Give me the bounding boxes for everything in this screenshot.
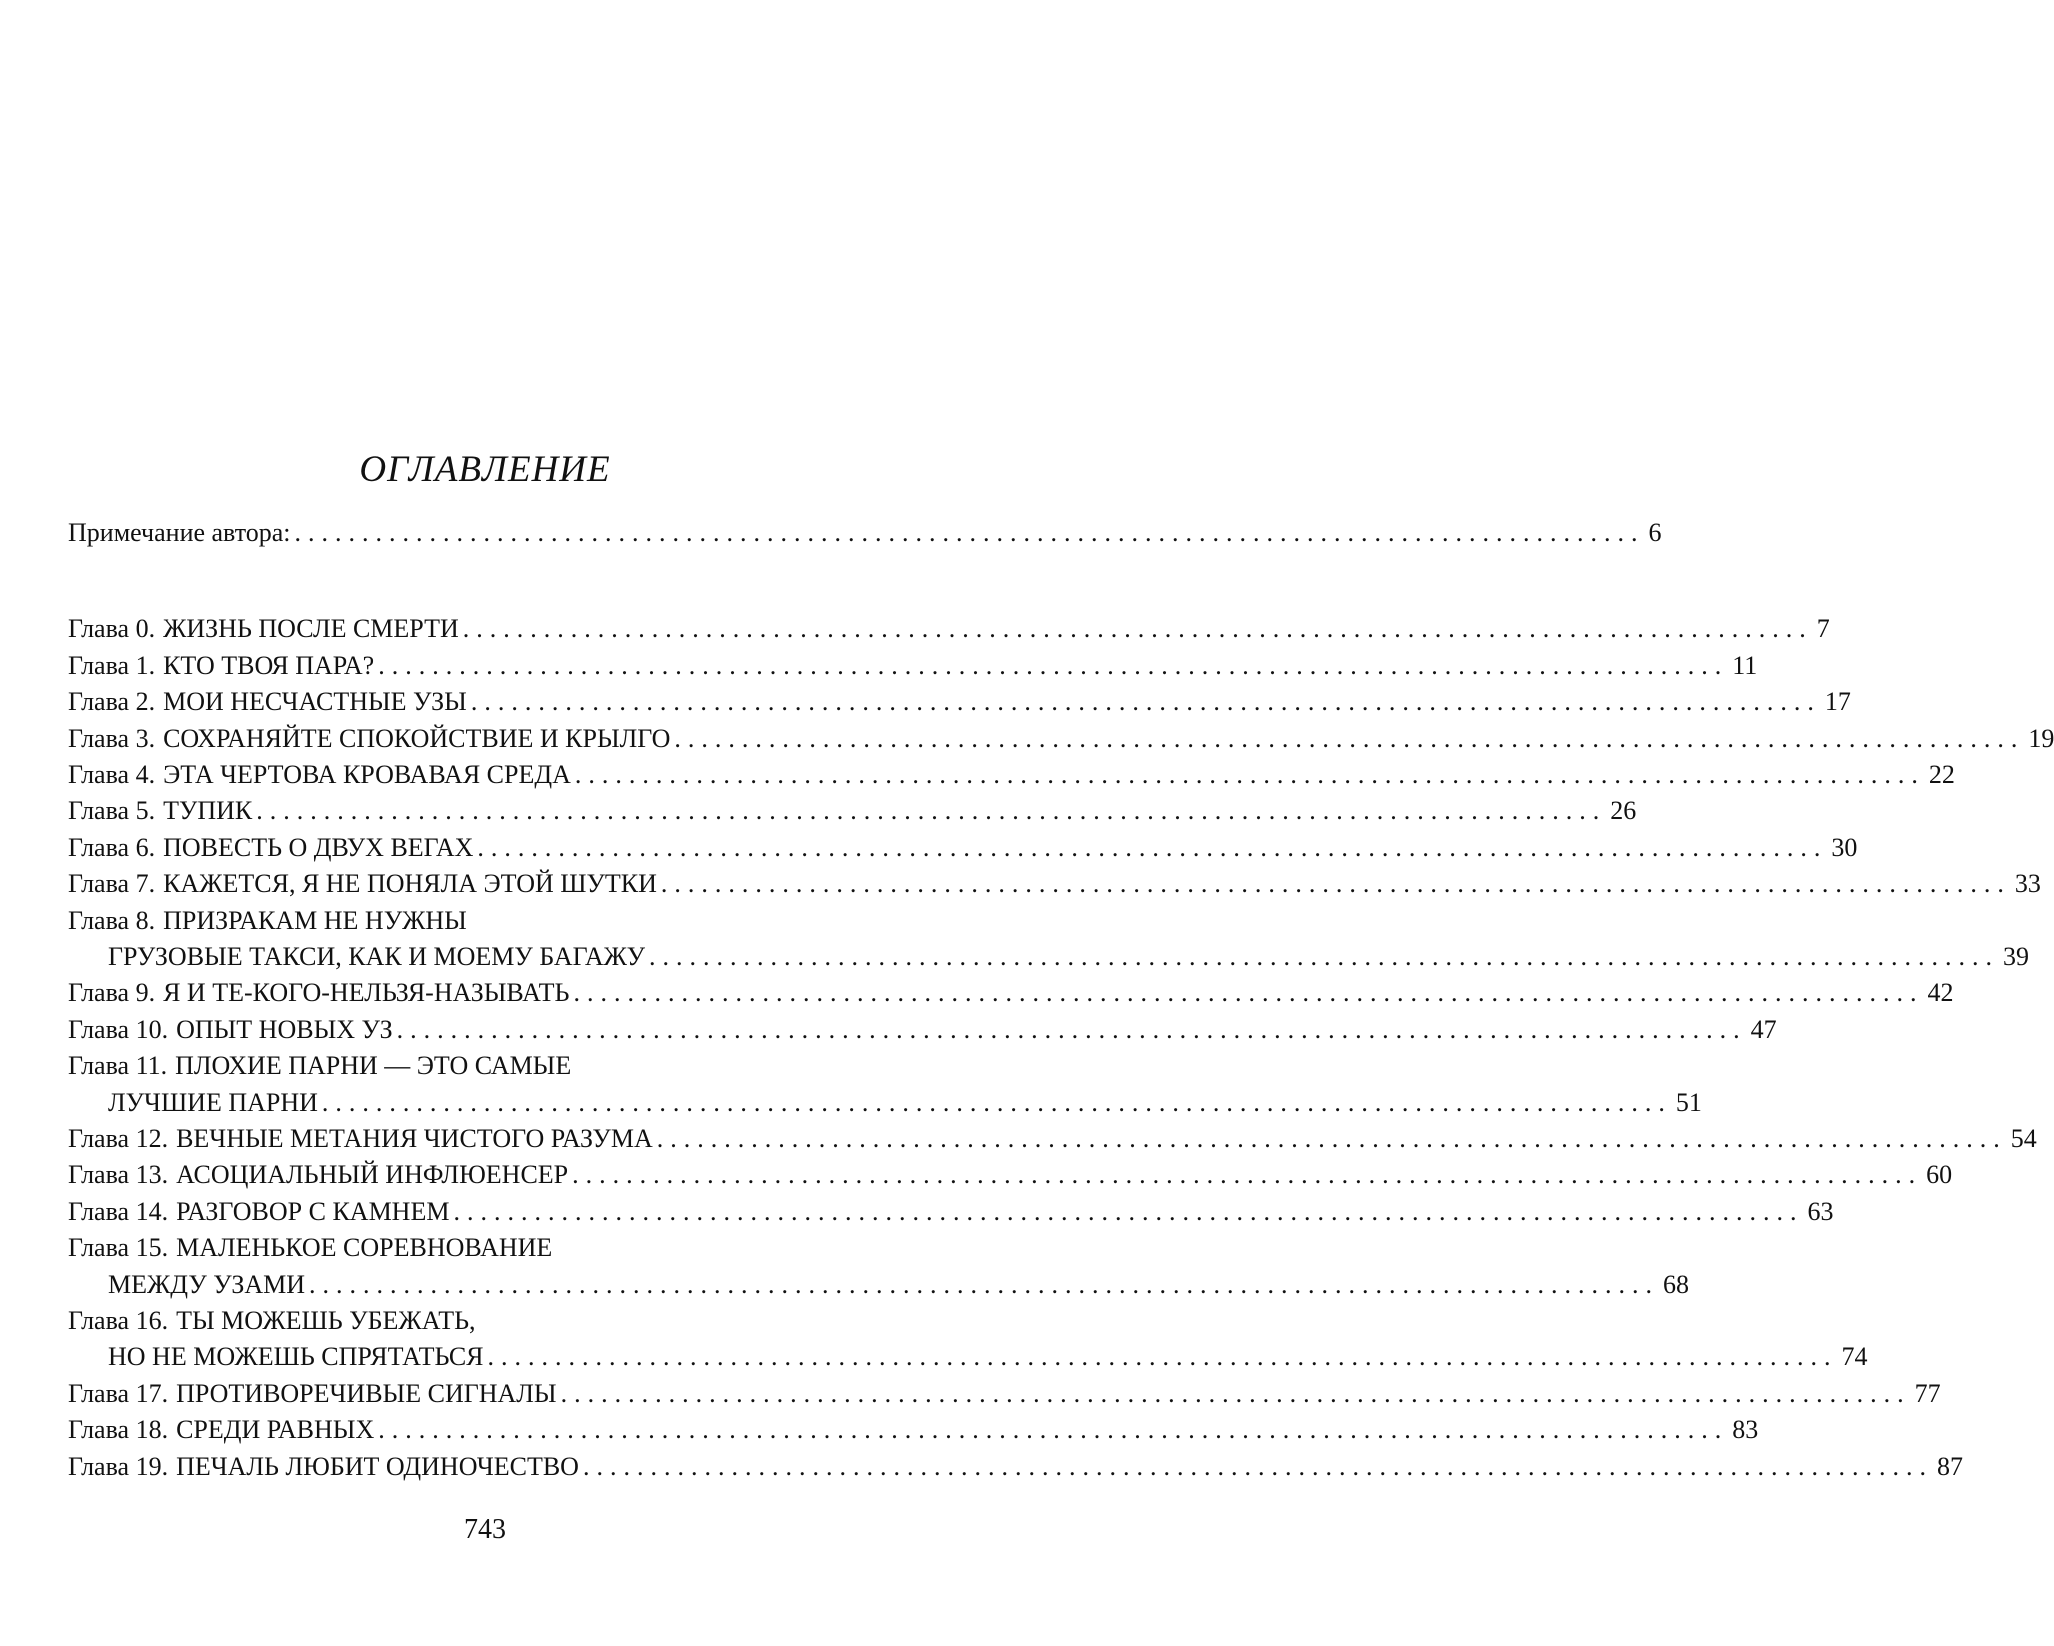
chapter-number: Глава 16. — [68, 1306, 169, 1335]
chapter-title: ТЫ МОЖЕШЬ УБЕЖАТЬ, — [176, 1306, 476, 1335]
toc-entry — [68, 756, 1955, 793]
chapter-title: Примечание автора: — [68, 518, 291, 547]
toc-entry — [68, 1229, 865, 1266]
chapter-title: ПЛОХИЕ ПАРНИ — ЭТО САМЫЕ — [175, 1051, 572, 1081]
toc-entry — [68, 829, 1858, 866]
toc-entry — [68, 720, 2054, 757]
chapter-title-continued: НО НЕ МОЖЕШЬ СПРЯТАТЬСЯ — [108, 1342, 484, 1372]
chapter-number: Глава 8. — [68, 905, 156, 935]
chapter-title: КАЖЕТСЯ, Я НЕ ПОНЯЛА ЭТОЙ ШУТКИ — [163, 869, 657, 899]
toc-entry — [68, 865, 2041, 902]
dot-leader: .................................................................................................... — [294, 518, 1645, 547]
page-reference: 87 — [1936, 1451, 1963, 1481]
chapter-title: МАЛЕНЬКОЕ СОРЕВНОВАНИЕ — [176, 1233, 553, 1263]
chapter-title-continued: МЕЖДУ УЗАМИ — [108, 1269, 306, 1299]
dot-leader: .................................................................................................... — [656, 1124, 2007, 1153]
page-reference: 51 — [1675, 1087, 1702, 1117]
chapter-number: Глава 6. — [68, 832, 156, 862]
chapter-number: Глава 2. — [68, 687, 156, 717]
chapter-number: Глава 13. — [68, 1160, 169, 1190]
chapter-title: СОХРАНЯЙТЕ СПОКОЙСТВИЕ И КРЫЛГО — [163, 723, 671, 753]
chapter-number: Глава 14. — [68, 1196, 169, 1226]
dot-leader: .................................................................................................... — [573, 978, 1924, 1008]
chapter-title: МОИ НЕСЧАСТНЫЕ УЗЫ — [163, 687, 467, 717]
chapter-title: Я И ТЕ-КОГО-НЕЛЬЗЯ-НАЗЫВАТЬ — [163, 978, 570, 1008]
toc-entry-continuation — [68, 1338, 1868, 1375]
chapter-number: Глава 18. — [68, 1415, 169, 1445]
page-reference: 77 — [1914, 1378, 1941, 1408]
chapter-title: ОПЫТ НОВЫХ УЗ — [176, 1014, 393, 1044]
page-reference: 60 — [1926, 1160, 1953, 1190]
dot-leader: .................................................................................................... — [321, 1087, 1672, 1117]
page-reference: 33 — [2014, 869, 2041, 899]
toc-entry — [68, 974, 1954, 1011]
page-reference: 39 — [2003, 942, 2029, 971]
chapter-number: Глава 0. — [68, 614, 156, 644]
toc-entry — [68, 792, 1637, 829]
dot-leader: .................................................................................................... — [396, 1014, 1747, 1044]
dot-leader: .................................................................................................... — [560, 1378, 1911, 1408]
chapter-title: ТУПИК — [163, 796, 253, 826]
dot-leader: .................................................................................................... — [574, 760, 1925, 789]
chapter-title: ЖИЗНЬ ПОСЛЕ СМЕРТИ — [163, 614, 459, 644]
chapter-title: ВЕЧНЫЕ МЕТАНИЯ ЧИСТОГО РАЗУМА — [176, 1124, 653, 1153]
chapter-number: Глава 9. — [68, 978, 156, 1008]
page-reference: 11 — [1732, 650, 1758, 680]
chapter-number: Глава 7. — [68, 869, 156, 899]
chapter-title: КТО ТВОЯ ПАРА? — [163, 650, 375, 680]
dot-leader: .................................................................................................... — [649, 942, 1999, 971]
page-reference: 83 — [1732, 1415, 1759, 1445]
page-reference: 54 — [2010, 1124, 2037, 1153]
toc-entry — [68, 1011, 1777, 1048]
toc-entry-continuation — [68, 938, 2029, 975]
dot-leader: .................................................................................................... — [477, 832, 1828, 862]
toc-entry-continuation — [68, 1266, 1690, 1303]
chapter-title-continued: ЛУЧШИЕ ПАРНИ — [108, 1087, 318, 1117]
toc-entry — [68, 1047, 865, 1084]
page-reference: 26 — [1610, 796, 1637, 826]
chapter-title: ПРИЗРАКАМ НЕ НУЖНЫ — [163, 905, 467, 935]
page-reference: 74 — [1841, 1342, 1868, 1372]
page-reference: 42 — [1927, 978, 1954, 1008]
dot-leader: .................................................................................................... — [660, 869, 2011, 899]
dot-leader: .................................................................................................... — [309, 1269, 1660, 1299]
page-reference: 22 — [1928, 760, 1955, 789]
toc-entry — [68, 1448, 1963, 1485]
page-reference: 6 — [1648, 518, 1662, 547]
dot-leader: .................................................................................................... — [470, 687, 1821, 717]
chapter-title: СРЕДИ РАВНЫХ — [176, 1415, 375, 1445]
chapter-number: Глава 12. — [68, 1124, 169, 1153]
toc-entry — [68, 1120, 2037, 1157]
chapter-number: Глава 10. — [68, 1014, 169, 1044]
toc-entry — [68, 1302, 865, 1339]
dot-leader: .................................................................................................... — [582, 1451, 1933, 1481]
chapter-number: Глава 1. — [68, 650, 156, 680]
chapter-title: ПРОТИВОРЕЧИВЫЕ СИГНАЛЫ — [176, 1378, 557, 1408]
dot-leader: .................................................................................................... — [674, 723, 2025, 753]
chapter-title: ПЕЧАЛЬ ЛЮБИТ ОДИНОЧЕСТВО — [176, 1451, 579, 1481]
toc-entry — [68, 1411, 1759, 1448]
chapter-number: Глава 15. — [68, 1233, 169, 1263]
chapter-number: Глава 5. — [68, 796, 156, 826]
dot-leader: .................................................................................................... — [256, 796, 1607, 826]
dot-leader: .................................................................................................... — [378, 650, 1729, 680]
page-reference: 17 — [1824, 687, 1851, 717]
page-reference: 63 — [1807, 1196, 1834, 1226]
chapter-title: АСОЦИАЛЬНЫЙ ИНФЛЮЕНСЕР — [176, 1160, 569, 1190]
page-reference: 30 — [1831, 832, 1858, 862]
page-reference: 19 — [2028, 723, 2054, 753]
page-number: 743 — [464, 1514, 506, 1545]
chapter-number: Глава 11. — [68, 1051, 168, 1081]
dot-leader: .................................................................................................... — [453, 1196, 1804, 1226]
chapter-number: Глава 19. — [68, 1451, 169, 1481]
page-reference: 68 — [1663, 1269, 1690, 1299]
dot-leader: .................................................................................................... — [462, 614, 1813, 644]
chapter-title-continued: ГРУЗОВЫЕ ТАКСИ, КАК И МОЕМУ БАГАЖУ — [108, 942, 645, 971]
toc-entry — [68, 647, 1758, 684]
chapter-number: Глава 3. — [68, 723, 156, 753]
page-reference: 7 — [1816, 614, 1830, 644]
toc-entry-continuation — [68, 1084, 1702, 1121]
chapter-number: Глава 17. — [68, 1378, 169, 1408]
dot-leader: .................................................................................................... — [378, 1415, 1729, 1445]
page-reference: 47 — [1750, 1014, 1777, 1044]
chapter-title: ЭТА ЧЕРТОВА КРОВАВАЯ СРЕДА — [163, 760, 571, 789]
page-title: ОГЛАВЛЕНИЕ — [359, 449, 611, 490]
toc-entry — [68, 514, 1662, 551]
dot-leader: .................................................................................................... — [487, 1342, 1838, 1372]
chapter-title: ПОВЕСТЬ О ДВУХ ВЕГАХ — [163, 832, 474, 862]
toc-entry — [68, 1156, 1953, 1193]
dot-leader: .................................................................................................... — [572, 1160, 1923, 1190]
chapter-title: РАЗГОВОР С КАМНЕМ — [176, 1196, 450, 1226]
chapter-number: Глава 4. — [68, 760, 156, 789]
toc-entry — [68, 683, 1851, 720]
toc-entry — [68, 1193, 1834, 1230]
toc-entry — [68, 1375, 1941, 1412]
toc-entry — [68, 902, 865, 939]
toc-entry — [68, 610, 1830, 647]
